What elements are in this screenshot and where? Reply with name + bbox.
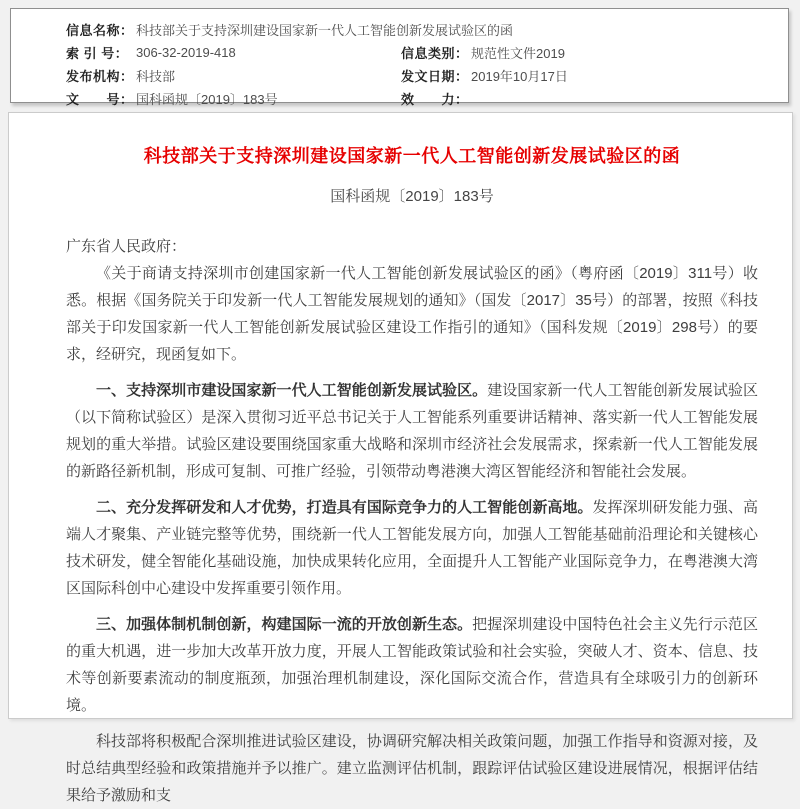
meta-row-name [11,18,788,41]
paragraph-4-lead: 三、加强体制机制创新，构建国际一流的开放创新生态。 [96,616,473,633]
body-paragraph-4 [66,611,758,719]
paragraph-4-text: 把握深圳建设中国特色社会主义先行示范区的重大机遇，进一步加大改革开放力度，开展人工智能政策试验和社会实验，突破人才、资本、信息、技术等创新要素流动的制度瓶颈，加强治理机制建设，深化国际交流合作，营造具有全球吸引力的创新环境。 [66,616,758,714]
meta-pair-docno [66,89,401,108]
paragraph-2-text: 建设国家新一代人工智能创新发展试验区（以下简称试验区）是深入贯彻习近平总书记关于人工智能系列重要讲话精神、落实新一代人工智能发展规划的重大举措。试验区建设要围绕国家重大战略和深圳市经济社会发展需求，探索新一代人工智能发展的新路径新机制，形成可复制、可推广经验，引领带动粤港澳大湾区智能经济和智能社会发展。 [66,382,758,480]
meta-pair-agency [66,66,401,85]
meta-label-date: 发文日期： [401,69,469,84]
document-number: 国科函规〔2019〕183号 [330,188,494,205]
meta-row-agency-date [11,64,788,87]
body-paragraph-2 [66,377,758,485]
paragraph-3-lead: 二、充分发挥研发和人才优势，打造具有国际竞争力的人工智能创新高地。 [96,499,593,516]
meta-value-date: 2019年10月17日 [471,69,568,84]
meta-value-agency: 科技部 [136,69,176,84]
body-paragraph-1 [66,260,758,368]
body-paragraph-5 [66,728,758,809]
meta-pair-effect [401,89,471,108]
paragraph-1-text: 《关于商请支持深圳市创建国家新一代人工智能创新发展试验区的函》（粤府函〔2019〕311号）收悉。根据《国务院关于印发新一代人工智能发展规划的通知》（国发〔2017〕35号）的部署，按照《科技部关于印发国家新一代人工智能创新发展试验区建设工作指引的通知》（国科发规〔2019〕298号）的要求，经研究，现函复如下。 [66,265,758,363]
meta-pair-index [66,43,401,62]
document-body [66,233,758,809]
paragraph-2-lead: 一、支持深圳市建设国家新一代人工智能创新发展试验区。 [96,382,488,399]
document-title: 科技部关于支持深圳建设国家新一代人工智能创新发展试验区的函 [143,146,681,166]
meta-value-name: 科技部关于支持深圳建设国家新一代人工智能创新发展试验区的函 [136,23,514,38]
meta-label-category: 信息类别： [401,46,469,61]
meta-label-index: 索 引 号： [66,46,129,61]
meta-value-docno: 国科函规〔2019〕183号 [136,92,278,107]
meta-label-name: 信息名称： [66,23,134,38]
meta-label-effect: 效 力： [401,92,469,107]
meta-pair-category [401,43,565,62]
meta-value-index: 306-32-2019-418 [136,45,236,60]
paragraph-5-text: 科技部将积极配合深圳推进试验区建设，协调研究解决相关政策问题，加强工作指导和资源对接，及时总结典型经验和政策措施并予以推广。建立监测评估机制，跟踪评估试验区建设进展情况，根据评估结果给予激励和支 [66,733,758,804]
meta-pair-date [401,66,568,85]
meta-value-category: 规范性文件2019 [471,46,565,61]
meta-label-docno: 文 号： [66,92,134,107]
salutation: 广东省人民政府： [66,238,187,255]
document-panel [8,112,793,804]
paragraph-3-text: 发挥深圳研发能力强、高端人才聚集、产业链完整等优势，围绕新一代人工智能发展方向，加强人工智能基础前沿理论和关键核心技术研发，健全智能化基础设施，加快成果转化应用，全面提升人工智能产业国际竞争力，在粤港澳大湾区国际科创中心建设中发挥重要引领作用。 [66,499,758,597]
document-meta-box [10,8,789,107]
meta-row-index-category [11,41,788,64]
meta-pair-name [66,20,513,39]
body-paragraph-3 [66,494,758,602]
meta-label-agency: 发布机构： [66,69,134,84]
meta-row-docno-effect [11,87,788,110]
